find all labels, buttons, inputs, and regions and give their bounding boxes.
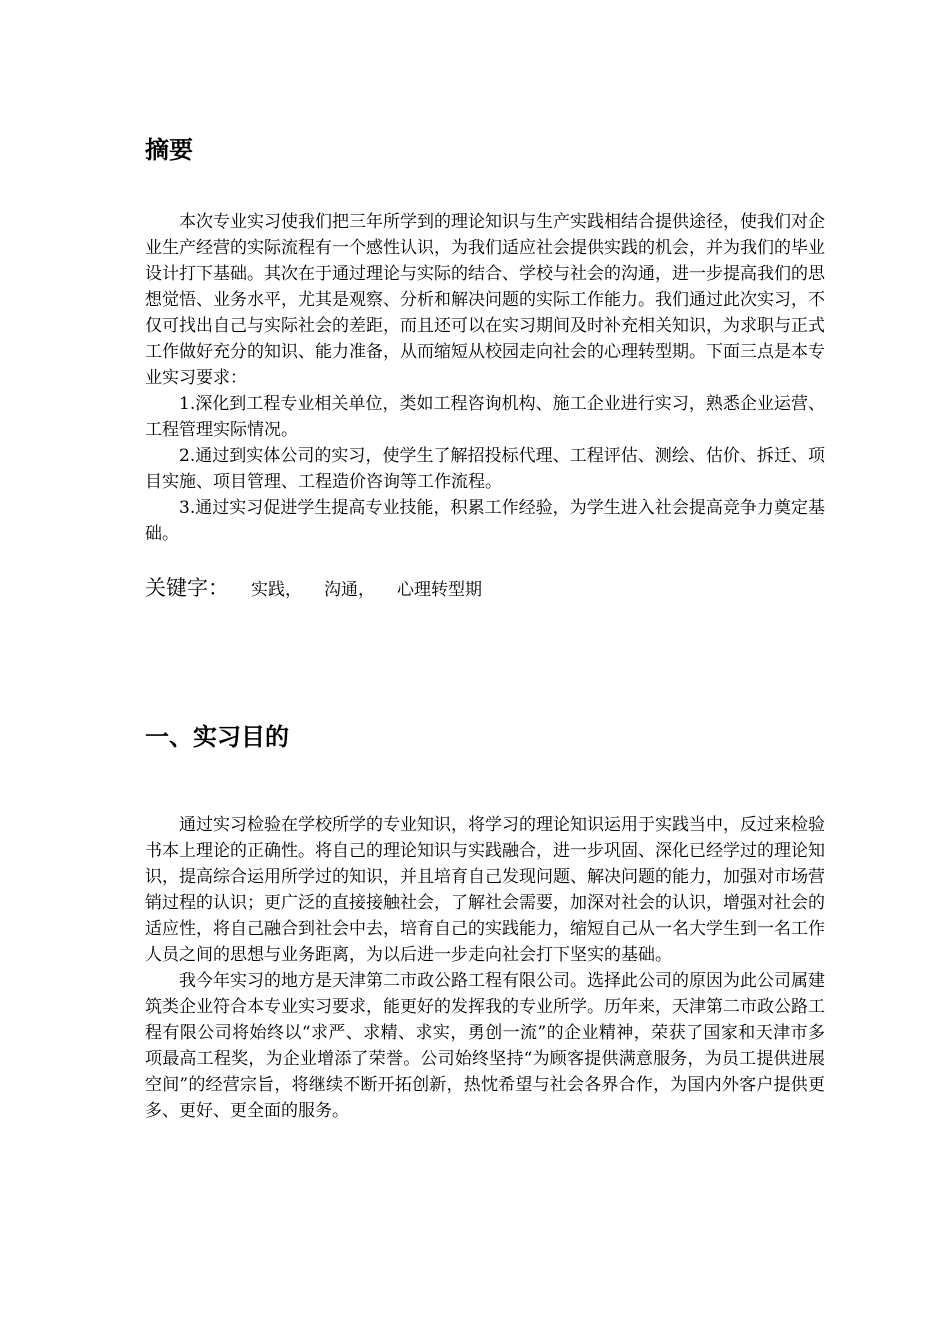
abstract-requirement-3: 3.通过实习促进学生提高专业技能，积累工作经验，为学生进入社会提高竞争力奠定基础。 [145, 498, 825, 544]
section-purpose-body [145, 812, 825, 1124]
section-heading-purpose: 一、实习目的 [145, 723, 289, 751]
purpose-paragraph-2: 我今年实习的地方是天津第二市政公路工程有限公司。选择此公司的原因为此公司属建筑类企业符合本专业实习要求，能更好的发挥我的专业所学。历年来，天津第二市政公路工程有限公司将始终以“求严、求精、求实，勇创一流”的企业精神，荣获了国家和天津市多项最高工程奖，为企业增添了荣誉。公司始终坚持“为顾客提供满意服务，为员工提供进展空间”的经营宗旨，将继续不断开拓创新，热忱希望与社会各界合作，为国内外客户提供更多、更好、更全面的服务。 [145, 971, 825, 1121]
purpose-paragraph-1: 通过实习检验在学校所学的专业知识，将学习的理论知识运用于实践当中，反过来检验书本上理论的正确性。将自己的理论知识与实践融合，进一步巩固、深化已经学过的理论知识，提高综合运用所学过的知识，并且培育自己发现问题、解决问题的能力，加强对市场营销过程的认识；更广泛的直接接触社会，了解社会需要，加深对社会的认识，增强对社会的适应性，将自己融合到社会中去，培育自己的实践能力，缩短自己从一名大学生到一名工作人员之间的思想与业务距离，为以后进一步走向社会打下坚实的基础。 [145, 815, 825, 965]
keyword-item: 实践， [251, 580, 302, 600]
keyword-item: 沟通， [324, 580, 375, 600]
abstract-paragraph: 本次专业实习使我们把三年所学到的理论知识与生产实践相结合提供途径，使我们对企业生产经营的实际流程有一个感性认识，为我们适应社会提供实践的机会，并为我们的毕业设计打下基础。其次在于通过理论与实际的结合、学校与社会的沟通，进一步提高我们的思想觉悟、业务水平，尤其是观察、分析和解决问题的实际工作能力。我们通过此次实习，不仅可找出自己与实际社会的差距，而且还可以在实习期间及时补充相关知识，为求职与正式工作做好充分的知识、能力准备，从而缩短从校园走向社会的心理转型期。下面三点是本专业实习要求： [145, 212, 825, 388]
keyword-item: 心理转型期 [397, 580, 482, 600]
abstract-heading: 摘要 [145, 136, 193, 164]
abstract-body [145, 209, 825, 547]
keywords-label: 关键字： [145, 576, 229, 600]
abstract-requirement-1: 1.深化到工程专业相关单位，类如工程咨询机构、施工企业进行实习，熟悉企业运营、工程管理实际情况。 [145, 394, 825, 440]
abstract-requirement-2: 2.通过到实体公司的实习，使学生了解招投标代理、工程评估、测绘、估价、拆迁、项目实施、项目管理、工程造价咨询等工作流程。 [145, 446, 825, 492]
keywords-line [145, 574, 482, 602]
